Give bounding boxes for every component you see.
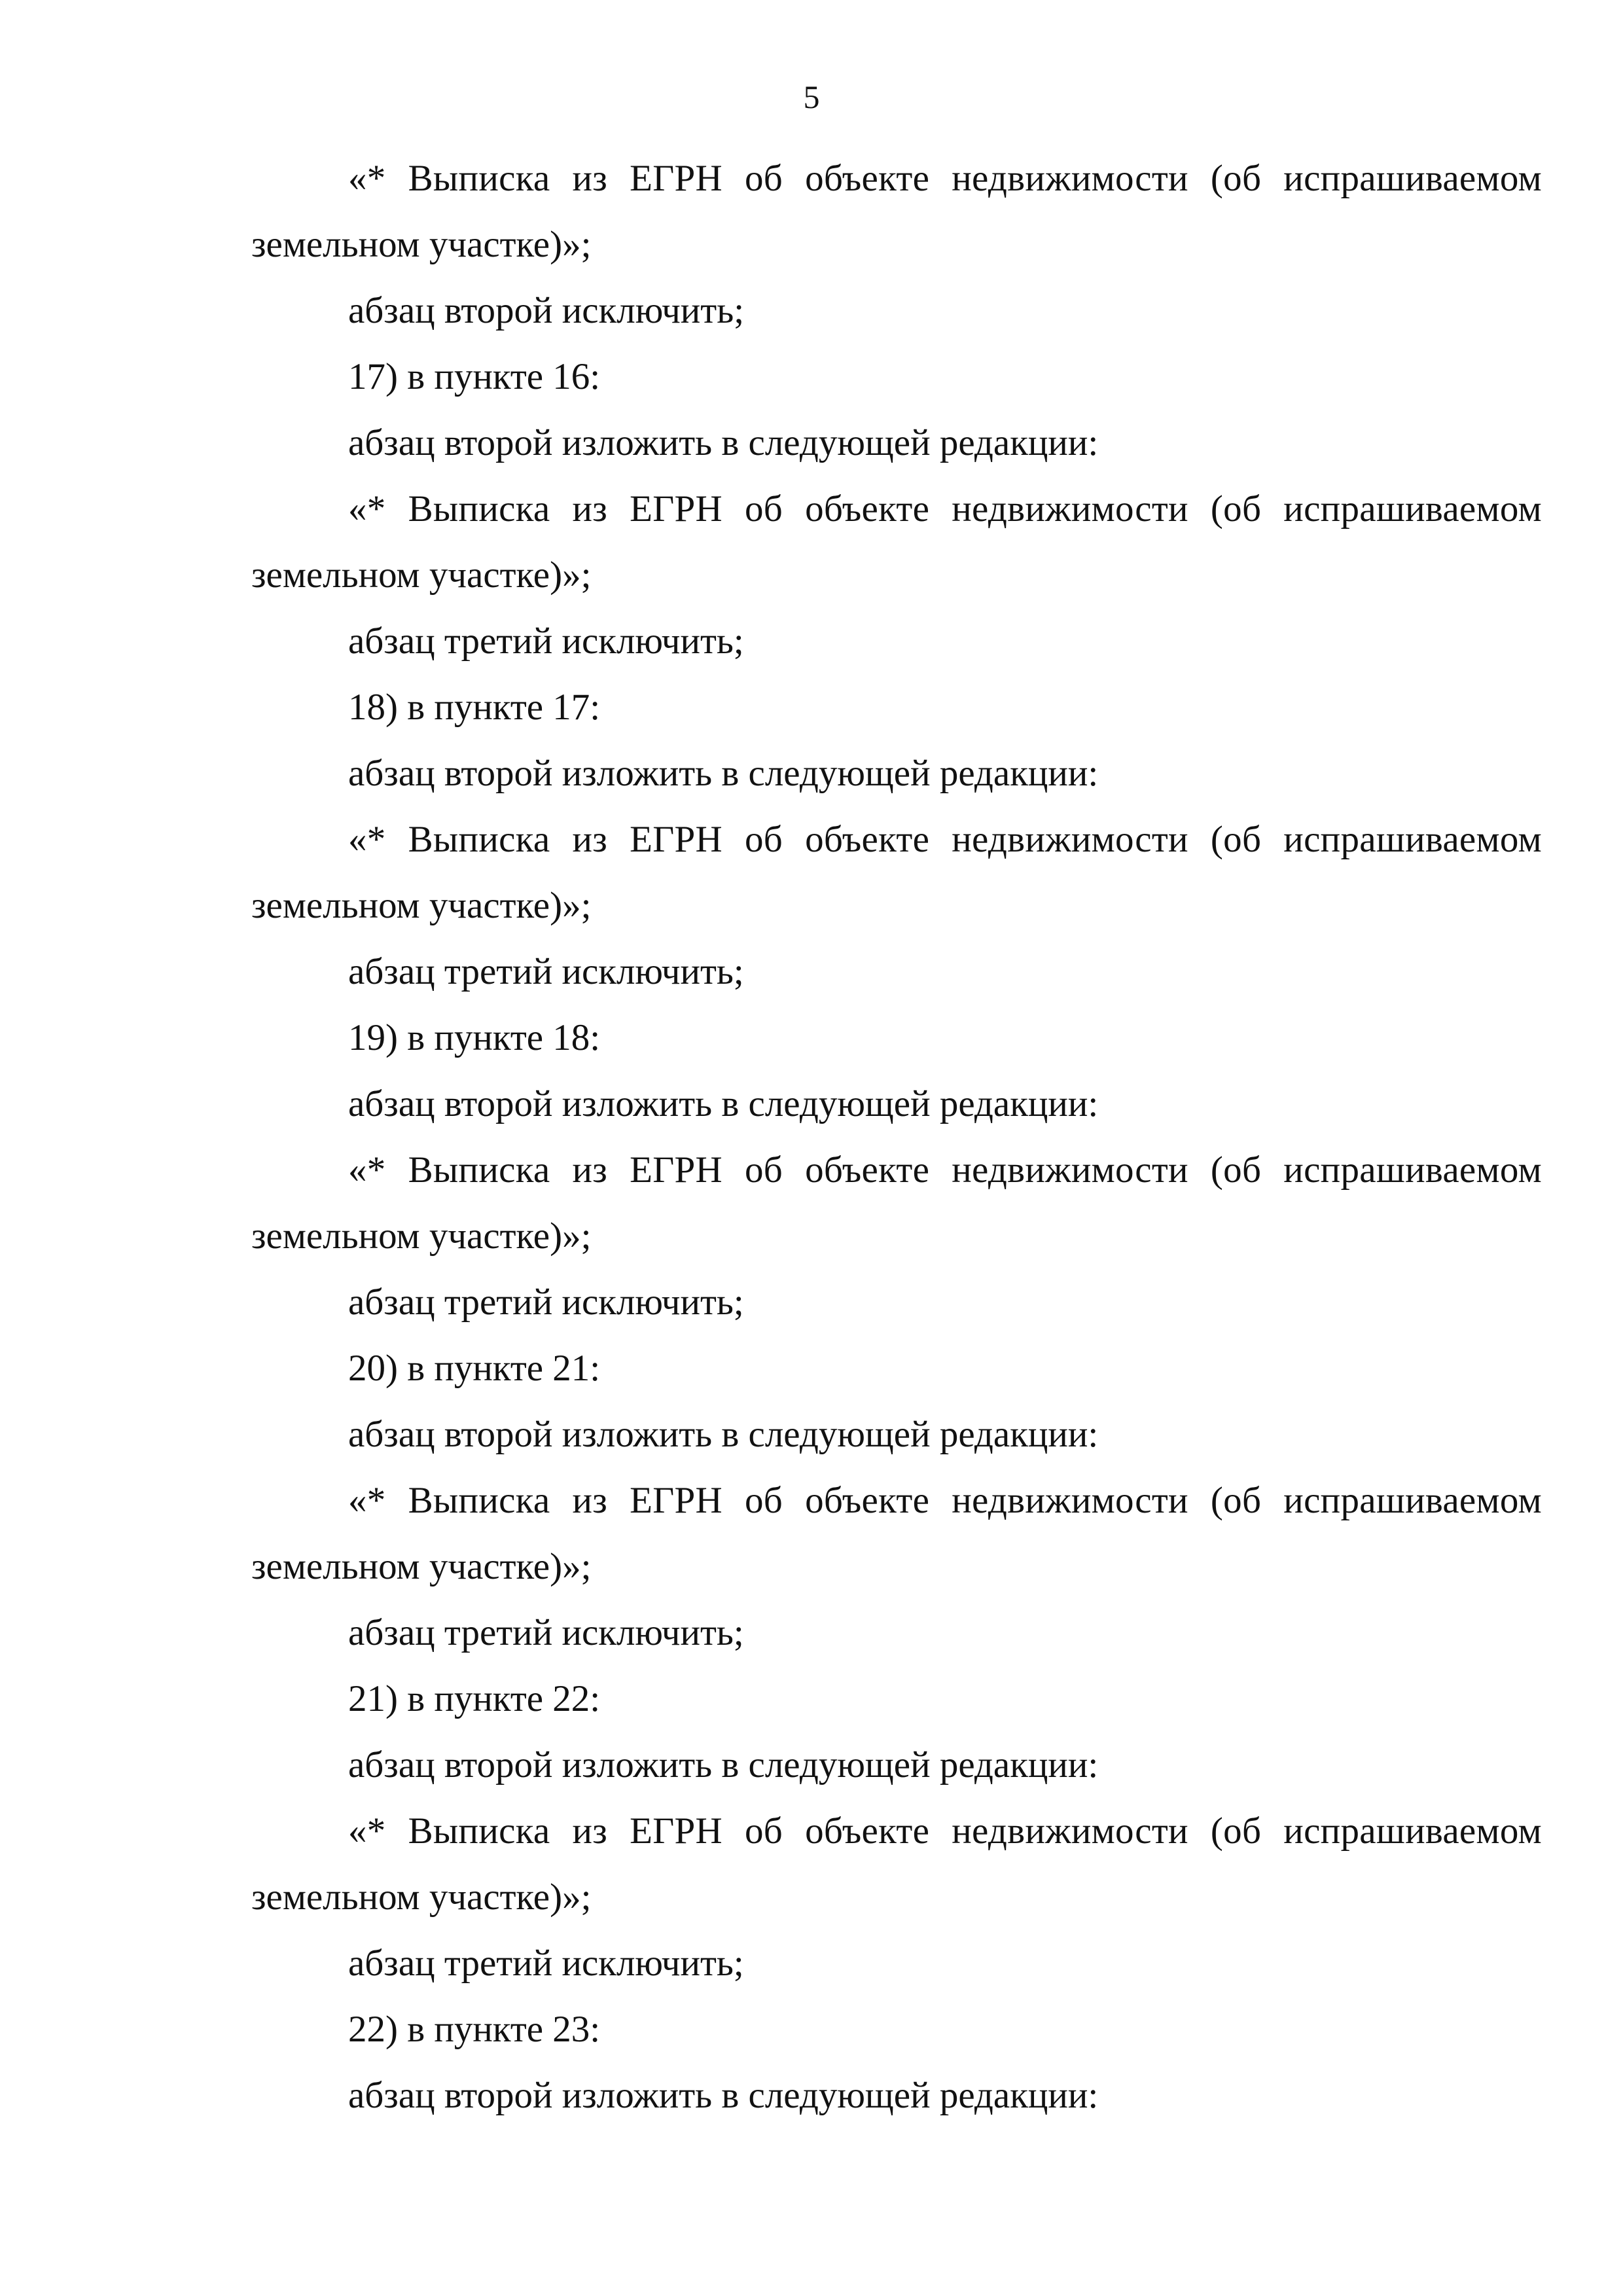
paragraph-line: абзац второй изложить в следующей редакции: [348,753,1099,794]
continuation-line: земельном участке)»; [251,885,592,926]
paragraph-line: абзац второй изложить в следующей редакции: [348,1083,1099,1124]
paragraph-line: абзац третий исключить; [348,1282,744,1323]
paragraph-line: абзац второй изложить в следующей редакции: [348,2075,1099,2116]
paragraph-line: абзац третий исключить; [348,620,744,662]
quote-line: «* Выписка из ЕГРН об объекте недвижимости (об испрашиваемом [348,488,1542,529]
quote-line: «* Выписка из ЕГРН об объекте недвижимости (об испрашиваемом [348,1480,1542,1521]
paragraph-line: абзац третий исключить; [348,951,744,992]
quote-line: «* Выписка из ЕГРН об объекте недвижимости (об испрашиваемом [348,158,1542,199]
paragraph-line: 20) в пункте 21: [348,1348,601,1389]
paragraph-line: абзац второй изложить в следующей редакции: [348,422,1099,463]
quote-line: «* Выписка из ЕГРН об объекте недвижимости (об испрашиваемом [348,819,1542,860]
paragraph-line: 22) в пункте 23: [348,2009,601,2050]
paragraph-line: абзац второй исключить; [348,290,745,331]
page-number: 5 [803,79,820,115]
document-body [251,145,1542,2128]
quote-line: «* Выписка из ЕГРН об объекте недвижимости (об испрашиваемом [348,1149,1542,1191]
continuation-line: земельном участке)»; [251,1546,592,1587]
quote-line: «* Выписка из ЕГРН об объекте недвижимости (об испрашиваемом [348,1810,1542,1852]
paragraph-line: 18) в пункте 17: [348,687,601,728]
paragraph-line: абзац третий исключить; [348,1943,744,1984]
paragraph-line: 17) в пункте 16: [348,356,601,397]
continuation-line: земельном участке)»; [251,554,592,596]
paragraph-line: 19) в пункте 18: [348,1017,601,1058]
paragraph-line: абзац второй изложить в следующей редакции: [348,1414,1099,1455]
paragraph-line: абзац третий исключить; [348,1612,744,1653]
paragraph-line: 21) в пункте 22: [348,1678,601,1719]
continuation-line: земельном участке)»; [251,224,592,265]
continuation-line: земельном участке)»; [251,1215,592,1257]
paragraph-line: абзац второй изложить в следующей редакции: [348,1744,1099,1785]
continuation-line: земельном участке)»; [251,1876,592,1918]
